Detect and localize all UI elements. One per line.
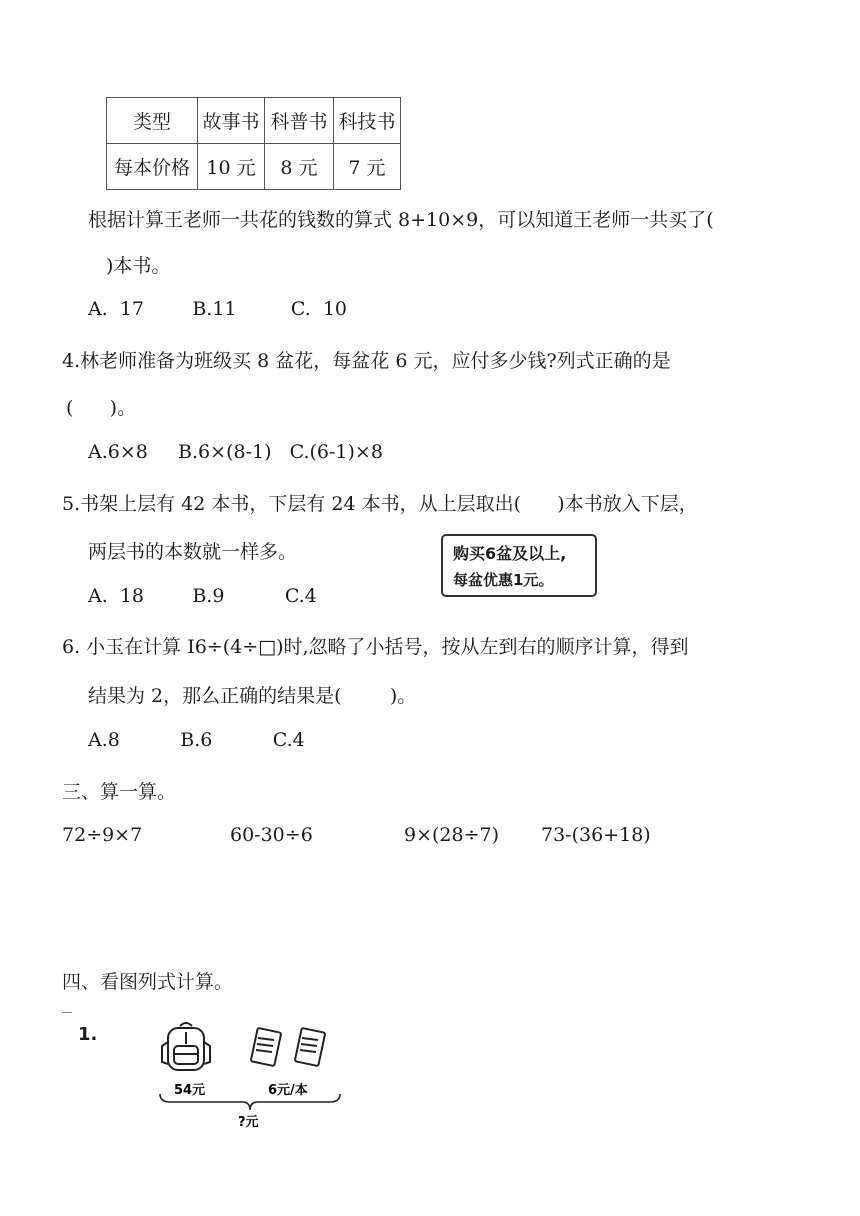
promo-line2: 每盆优惠1元。 (453, 571, 554, 589)
price-table (106, 97, 401, 190)
q3-line1: 根据计算王老师一共花的钱数的算式 8+10×9，可以知道王老师一共买了( (88, 209, 714, 231)
book-price-label: 6元/本 (268, 1083, 308, 1098)
backpack-icon (162, 1023, 210, 1070)
expression: 73-(36+18) (541, 824, 651, 846)
total-label: ?元 (238, 1115, 259, 1130)
section4-title: 四、看图列式计算。 (62, 971, 234, 993)
table-cell: 7 元 (334, 144, 401, 190)
expression: 9×(28÷7) (404, 824, 500, 846)
q5-line1: 5.书架上层有 42 本书，下层有 24 本书，从上层取出( )本书放入下层， (62, 493, 698, 515)
promo-sign (441, 534, 597, 597)
q4-line2: ( )。 (66, 397, 137, 419)
divider (62, 1012, 72, 1013)
backpack-price-label: 54元 (174, 1083, 206, 1098)
item-number: 1. (78, 1024, 98, 1045)
table-header-row (107, 98, 401, 144)
expression: 60-30÷6 (230, 824, 313, 846)
table-header-cell: 科技书 (334, 98, 401, 144)
q4-options: A.6×8 B.6×(8-1) C.(6-1)×8 (88, 441, 383, 463)
q5-line2: 两层书的本数就一样多。 (88, 541, 298, 563)
word-problem-figure (150, 1016, 360, 1136)
q3-options: A. 17 B.11 C. 10 (88, 298, 348, 320)
table-header-cell: 故事书 (198, 98, 265, 144)
q4-line1: 4.林老师准备为班级买 8 盆花，每盆花 6 元，应付多少钱?列式正确的是 (62, 350, 671, 372)
table-header-cell: 科普书 (265, 98, 334, 144)
q6-line1: 6. 小玉在计算 I6÷(4÷□)时,忽略了小括号，按从左到右的顺序计算，得到 (62, 636, 689, 658)
expression: 72÷9×7 (62, 824, 143, 846)
table-cell: 8 元 (265, 144, 334, 190)
q6-options: A.8 B.6 C.4 (88, 729, 305, 751)
q5-options: A. 18 B.9 C.4 (88, 585, 317, 607)
table-row (107, 144, 401, 190)
notebook-icon (295, 1028, 326, 1066)
q6-line2: 结果为 2，那么正确的结果是( )。 (88, 685, 417, 707)
table-header-cell: 类型 (107, 98, 198, 144)
q3-line2: )本书。 (106, 255, 171, 277)
promo-line1: 购买6盆及以上, (453, 544, 567, 563)
section3-title: 三、算一算。 (62, 781, 177, 803)
table-cell: 每本价格 (107, 144, 198, 190)
table-cell: 10 元 (198, 144, 265, 190)
notebook-icon (251, 1028, 282, 1066)
